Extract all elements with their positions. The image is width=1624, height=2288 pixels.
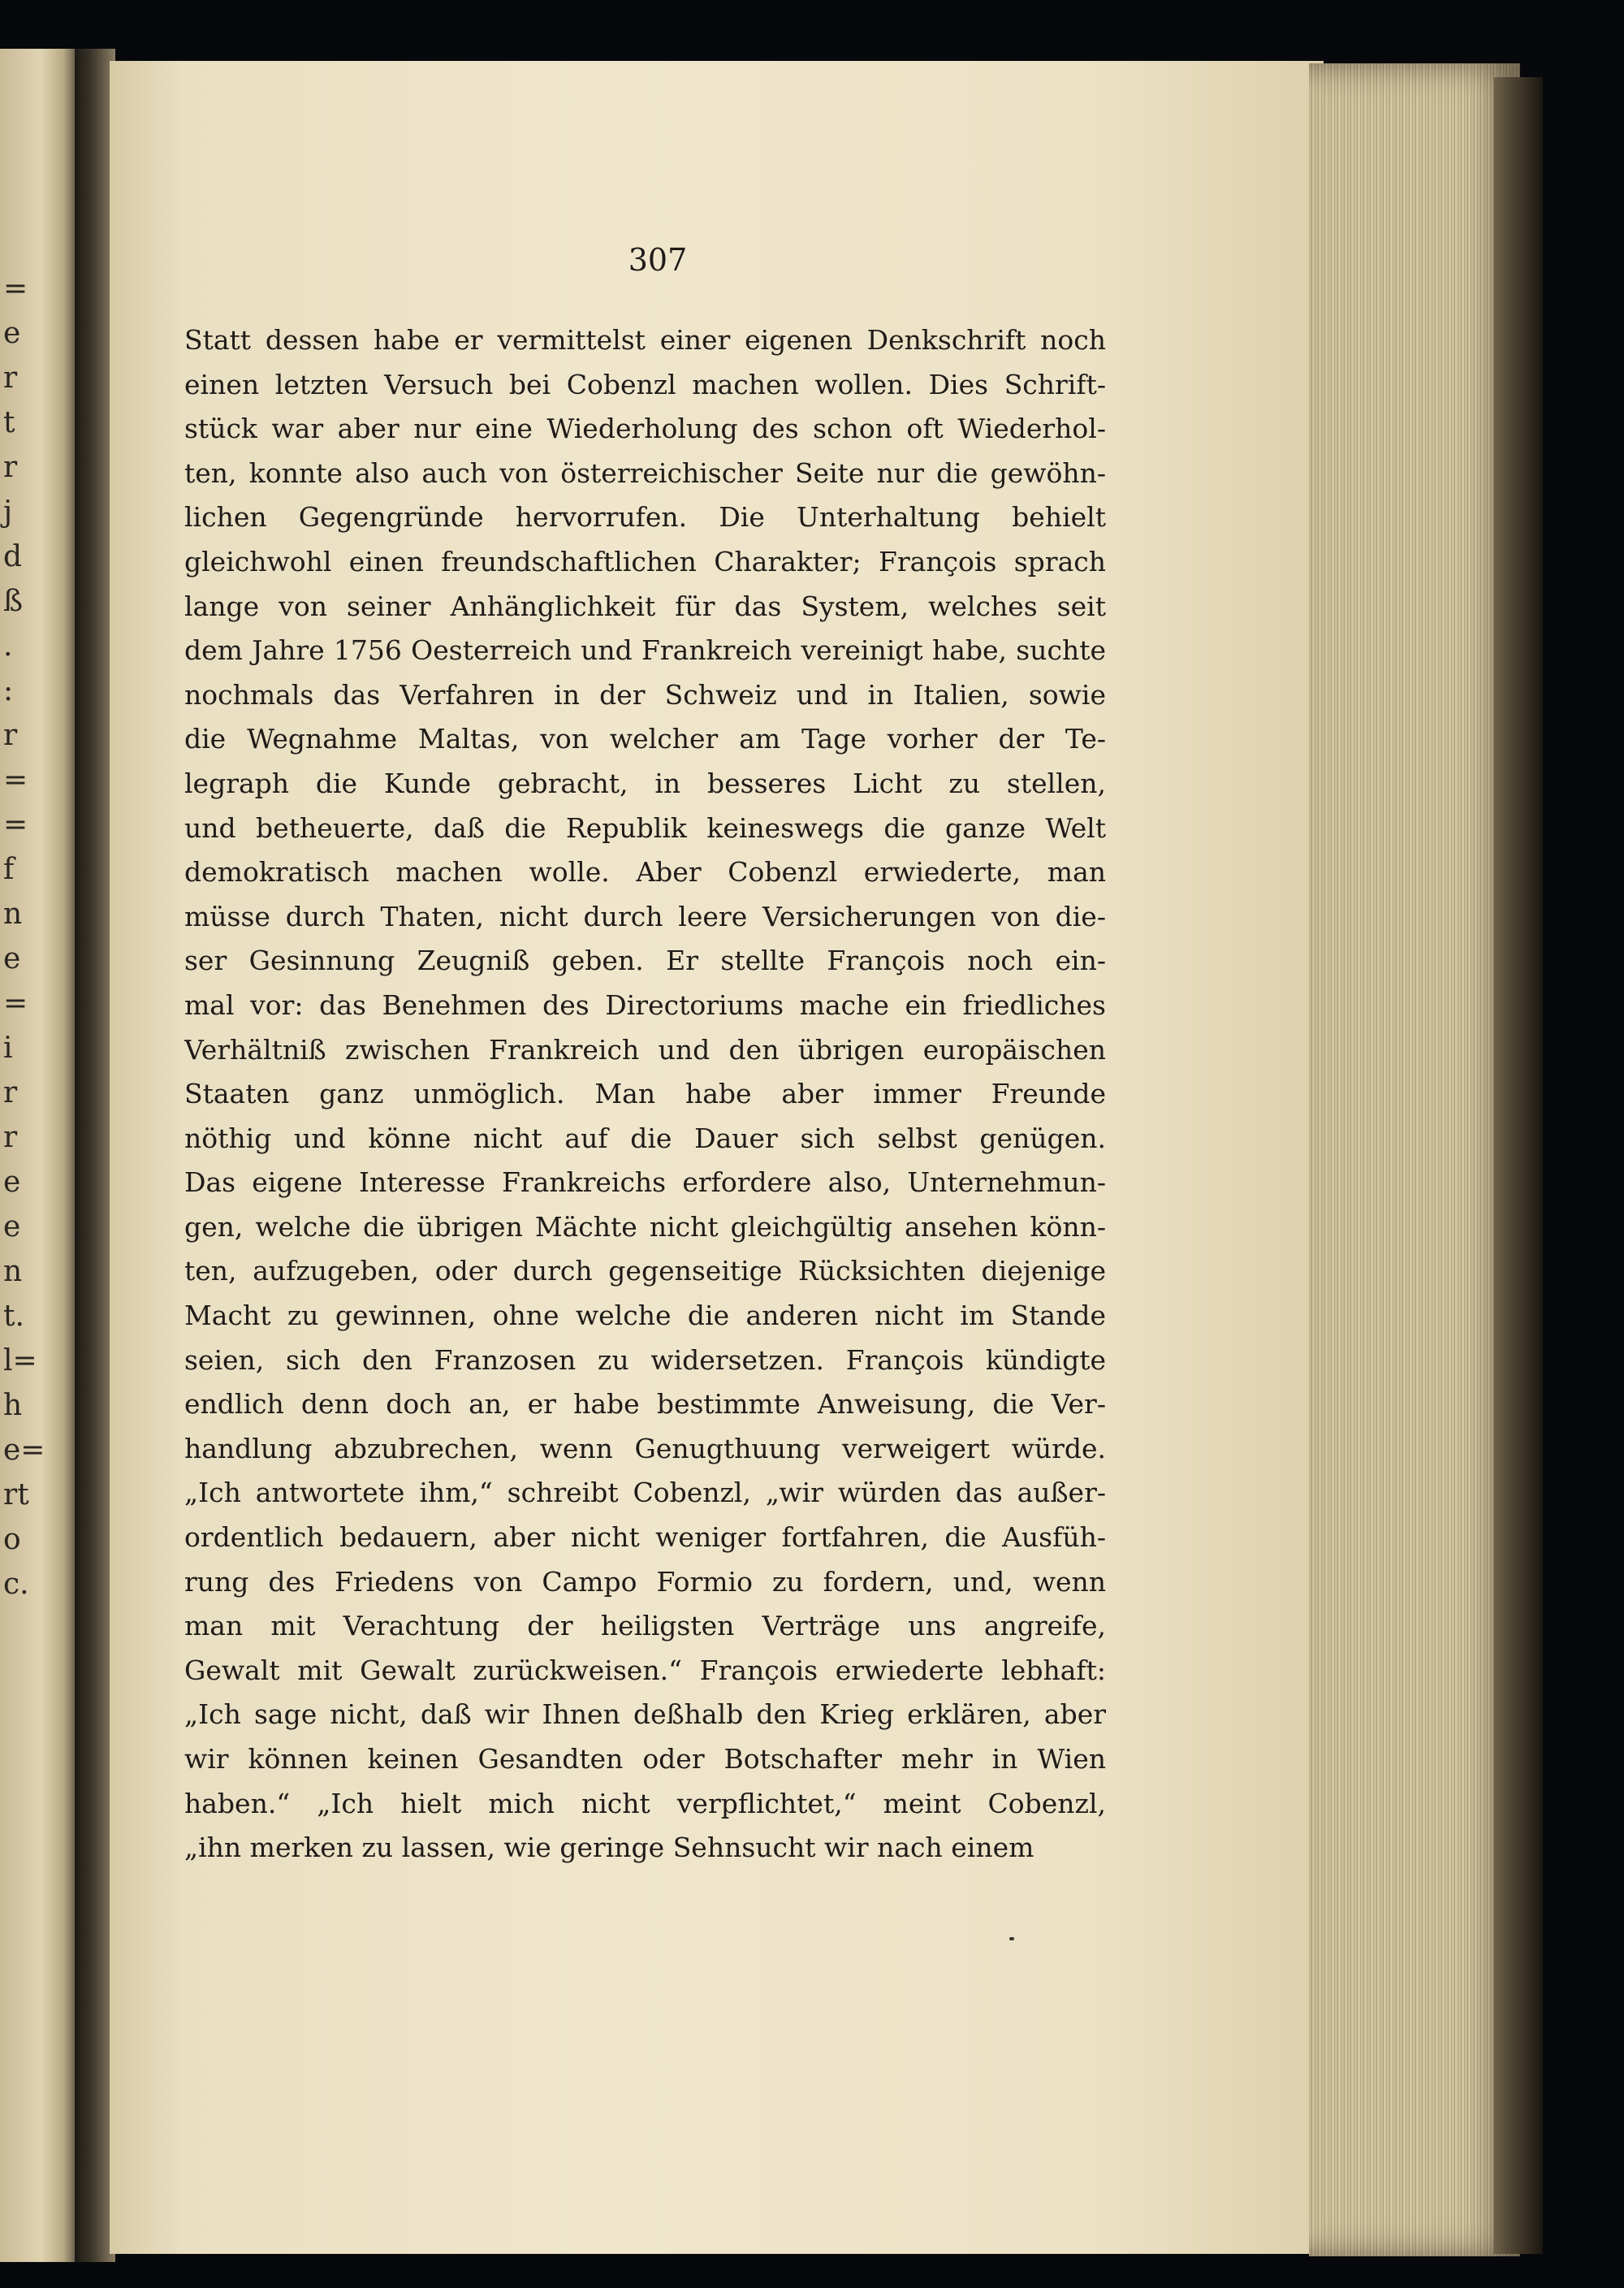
left-page-fragment: = <box>3 763 28 797</box>
left-page-fragment: r <box>3 1076 18 1109</box>
text-line: mal vor: das Benehmen des Directoriums mache ein friedliches <box>184 988 1106 1021</box>
left-page-fragment: t. <box>3 1300 24 1333</box>
text-line: Macht zu gewinnen, ohne welche die anderen nicht im Stande <box>184 1300 1106 1332</box>
text-line: Staaten ganz unmöglich. Man habe aber immer Freunde <box>184 1078 1106 1110</box>
left-page-fragment: r <box>3 451 18 484</box>
text-line: seien, sich den Franzosen zu widersetzen. François kündigte <box>184 1343 1106 1376</box>
text-line: rung des Friedens von Campo Formio zu fordern, und, wenn <box>184 1565 1106 1598</box>
text-line: nöthig und könne nicht auf die Dauer sich selbst genügen. <box>184 1122 1106 1154</box>
text-line: gen, welche die übrigen Mächte nicht gleichgültig ansehen könn- <box>184 1210 1106 1243</box>
text-line: und betheuerte, daß die Republik keineswegs die ganze Welt <box>184 811 1106 844</box>
body-text <box>184 318 1106 1871</box>
text-line: lange von seiner Anhänglichkeit für das System, welches seit <box>184 590 1106 622</box>
left-page-fragment: e= <box>3 1434 45 1467</box>
text-line: ten, aufzugeben, oder durch gegenseitige Rücksichten diejenige <box>184 1255 1106 1287</box>
left-page-fragment: = <box>3 987 28 1020</box>
text-line: dem Jahre 1756 Oesterreich und Frankreich vereinigt habe, suchte <box>184 634 1106 667</box>
text-line: die Wegnahme Maltas, von welcher am Tage vorher der Te- <box>184 723 1106 755</box>
text-line: haben.“ „Ich hielt mich nicht verpflichtet,“ meint Cobenzl, <box>184 1787 1106 1819</box>
left-facing-page <box>0 49 75 2262</box>
text-line: einen letzten Versuch bei Cobenzl machen wollen. Dies Schrift- <box>184 368 1106 400</box>
text-line: Statt dessen habe er vermittelst einer eigenen Denkschrift noch <box>184 324 1106 356</box>
left-page-fragment: l= <box>3 1344 37 1378</box>
left-page-fragment: e <box>3 1210 21 1243</box>
page-edges <box>1309 63 1520 2256</box>
left-page-fragment: e <box>3 1166 21 1199</box>
left-page-fragment: o <box>3 1523 21 1556</box>
text-line: wir können keinen Gesandten oder Botschafter mehr in Wien <box>184 1743 1106 1775</box>
left-page-fragment: = <box>3 808 28 841</box>
text-line: „Ich antwortete ihm,“ schreibt Cobenzl, „wir würden das außer- <box>184 1477 1106 1509</box>
text-line: Das eigene Interesse Frankreichs erfordere also, Unternehmun- <box>184 1166 1106 1199</box>
text-line: man mit Verachtung der heiligsten Verträge uns angreife, <box>184 1610 1106 1642</box>
text-line: „Ich sage nicht, daß wir Ihnen deßhalb den Krieg erklären, aber <box>184 1698 1106 1731</box>
left-page-fragment: n <box>3 1255 23 1288</box>
left-page-fragment: r <box>3 1121 18 1154</box>
text-line: Verhältniß zwischen Frankreich und den übrigen europäischen <box>184 1033 1106 1066</box>
page-edges-shadow <box>1494 77 1543 2254</box>
left-page-fragment: n <box>3 897 23 931</box>
left-page-fragment: r <box>3 361 18 395</box>
left-page-fragment: h <box>3 1389 23 1422</box>
left-page-fragment: t <box>3 406 15 439</box>
text-line: gleichwohl einen freundschaftlichen Charakter; François sprach <box>184 545 1106 577</box>
text-line: ser Gesinnung Zeugniß geben. Er stellte François noch ein- <box>184 945 1106 977</box>
text-line: handlung abzubrechen, wenn Genugthuung verweigert würde. <box>184 1432 1106 1464</box>
text-line: demokratisch machen wolle. Aber Cobenzl erwiederte, man <box>184 856 1106 889</box>
left-page-fragment: e <box>3 942 21 975</box>
text-line: „ihn merken zu lassen, wie geringe Sehnsucht wir nach einem <box>184 1832 1034 1864</box>
left-page-fragment: j <box>3 495 13 529</box>
left-page-fragment: f <box>3 853 15 886</box>
text-line: Gewalt mit Gewalt zurückweisen.“ François erwiederte lebhaft: <box>184 1654 1106 1686</box>
page-number: 307 <box>628 242 688 278</box>
left-page-fragment: c. <box>3 1568 29 1601</box>
text-line: endlich denn doch an, er habe bestimmte Anweisung, die Ver- <box>184 1388 1106 1421</box>
text-line: nochmals das Verfahren in der Schweiz und in Italien, sowie <box>184 678 1106 711</box>
text-line: legraph die Kunde gebracht, in besseres Licht zu stellen, <box>184 767 1106 799</box>
left-page-fragment: ß <box>3 585 24 618</box>
left-page-fragment: i <box>3 1032 13 1065</box>
left-page-fragment: rt <box>3 1478 29 1512</box>
left-page-fragment: . <box>3 629 13 663</box>
left-page-fragment: d <box>3 540 23 573</box>
left-page-fragment: e <box>3 317 21 350</box>
ink-speck <box>1009 1937 1014 1940</box>
left-page-fragment: : <box>3 674 14 707</box>
text-line: ten, konnte also auch von österreichischer Seite nur die gewöhn- <box>184 456 1106 489</box>
text-line: ordentlich bedauern, aber nicht weniger fortfahren, die Ausfüh- <box>184 1521 1106 1554</box>
text-line: lichen Gegengründe hervorrufen. Die Unterhaltung behielt <box>184 501 1106 534</box>
left-page-fragment: r <box>3 719 18 752</box>
text-line: stück war aber nur eine Wiederholung des schon oft Wiederhol- <box>184 413 1106 445</box>
text-line: müsse durch Thaten, nicht durch leere Versicherungen von die- <box>184 900 1106 932</box>
left-page-fragment: = <box>3 272 28 305</box>
